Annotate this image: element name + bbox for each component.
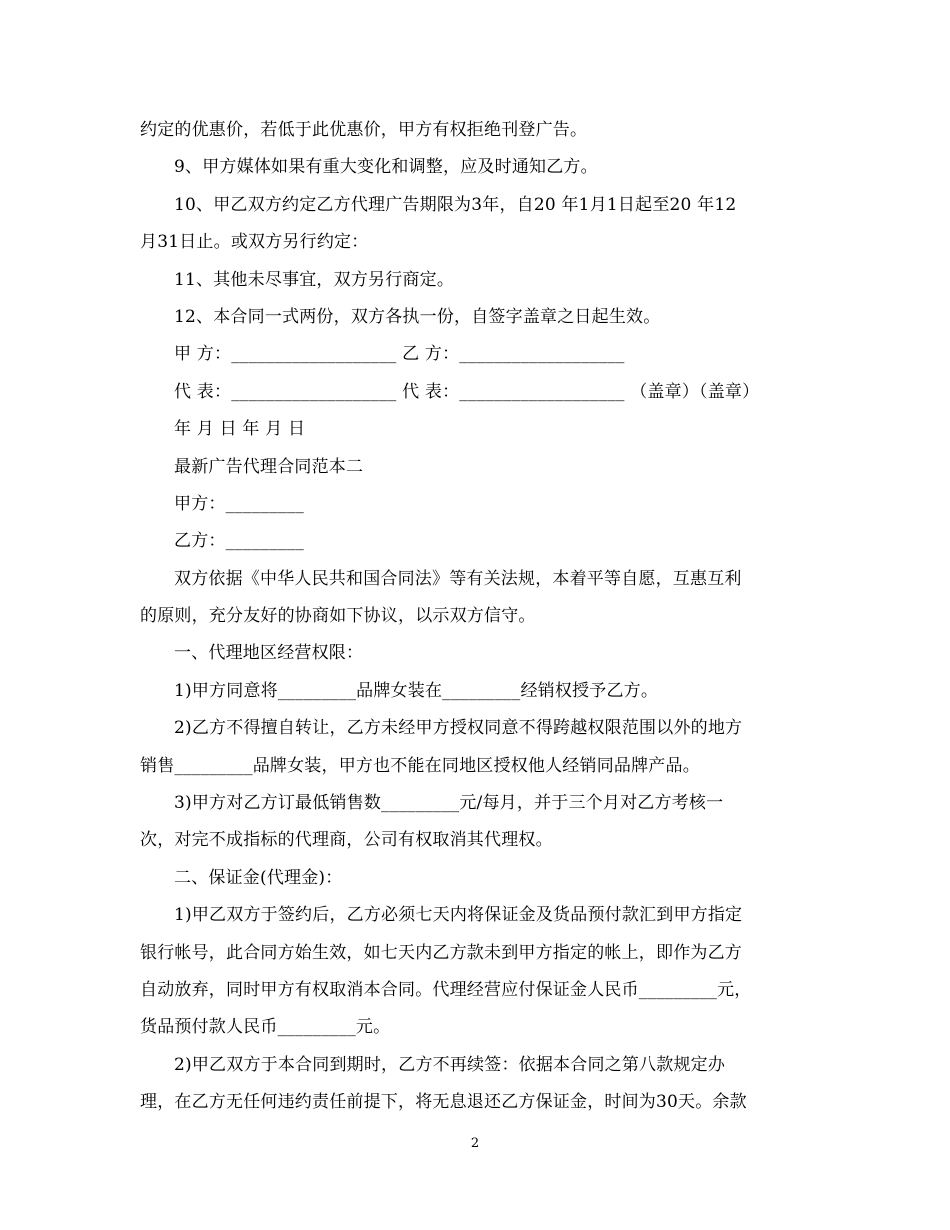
party-b-field: 乙方：_________ (174, 531, 304, 552)
text-line: 12、本合同一式两份，双方各执一份，自签字盖章之日起生效。 (174, 306, 661, 327)
date-line: 年 月 日 年 月 日 (174, 419, 306, 440)
text-line: 自动放弃，同时甲方有权取消本合同。代理经营应付保证金人民币_________元， (140, 979, 752, 1000)
text-line: 双方依据《中华人民共和国合同法》等有关法规，本着平等自愿，互惠互利 (174, 568, 742, 589)
text-line: 1)甲乙双方于签约后，乙方必须七天内将保证金及货品预付款汇到甲方指定 (174, 905, 743, 926)
signature-line-party-a-b: 甲 方：___________________ 乙 方：___________________ (174, 344, 625, 365)
text-line: 销售_________品牌女装，甲方也不能在同地区授权他人经销同品牌产品。 (140, 755, 700, 776)
text-line: 2)甲乙双方于本合同到期时，乙方不再续签：依据本合同之第八款规定办 (174, 1054, 726, 1075)
text-line: 银行帐号，此合同方始生效，如七天内乙方款未到甲方指定的帐上，即作为乙方 (140, 942, 742, 963)
text-line: 10、甲乙双方约定乙方代理广告期限为3年，自20 年1月1日起至20 年12 (174, 194, 737, 215)
text-line: 9、甲方媒体如果有重大变化和调整，应及时通知乙方。 (174, 157, 598, 178)
clause-heading: 二、保证金(代理金)： (174, 867, 343, 888)
text-line: 理，在乙方无任何违约责任前提下，将无息退还乙方保证金，时间为30天。余款 (140, 1092, 747, 1113)
text-line: 次，对完不成指标的代理商，公司有权取消其代理权。 (140, 830, 553, 851)
text-line: 3)甲方对乙方订最低销售数_________元/每月，并于三个月对乙方考核一 (174, 793, 724, 814)
text-line: 1)甲方同意将_________品牌女装在_________经销权授予乙方。 (174, 680, 659, 701)
text-line: 2)乙方不得擅自转让，乙方未经甲方授权同意不得跨越权限范围以外的地方 (174, 718, 743, 739)
page-number: 2 (470, 1136, 480, 1151)
section-title: 最新广告代理合同范本二 (174, 456, 364, 477)
text-line: 约定的优惠价，若低于此优惠价，甲方有权拒绝刊登广告。 (140, 120, 588, 140)
clause-heading: 一、代理地区经营权限： (174, 643, 364, 664)
party-a-field: 甲方：_________ (174, 493, 304, 514)
document-body (140, 112, 800, 1122)
text-line: 月31日止。或双方另行约定： (140, 232, 369, 253)
text-line: 11、其他未尽事宜，双方另行商定。 (174, 269, 455, 290)
text-line: 货品预付款人民币_________元。 (140, 1017, 391, 1038)
text-line: 的原则，充分友好的协商如下协议，以示双方信守。 (140, 606, 536, 627)
signature-line-representatives: 代 表：___________________ 代 表：___________________ （盖章）（盖章） (174, 381, 760, 402)
